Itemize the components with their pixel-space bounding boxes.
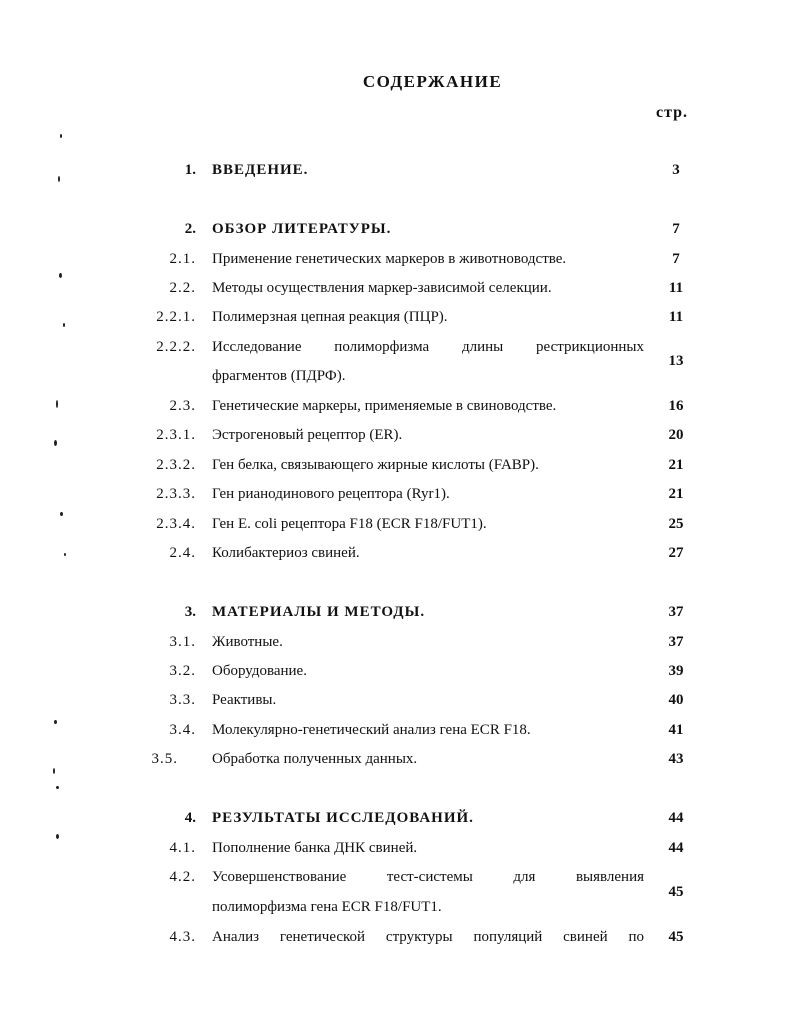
toc-title: Оборудование.	[212, 663, 307, 679]
toc-title: Реактивы.	[212, 692, 277, 708]
toc-title-line1: Исследование полиморфизма длины рестрикционных	[212, 339, 644, 355]
toc-number: 4.3.	[169, 929, 196, 945]
toc-title: Животные.	[212, 634, 283, 650]
toc-number: 2.1.	[169, 251, 196, 267]
toc-page: 39	[668, 663, 684, 679]
toc-page: 21	[668, 486, 684, 502]
page-title: СОДЕРЖАНИЕ	[362, 72, 503, 91]
toc-page: 11	[668, 309, 684, 325]
toc-page: 13	[668, 353, 684, 369]
toc-page: 40	[668, 692, 684, 708]
toc-number: 2.3.2.	[156, 457, 196, 473]
toc-number: 3.3.	[169, 692, 196, 708]
toc-title: МАТЕРИАЛЫ И МЕТОДЫ.	[212, 604, 426, 620]
toc-title: ВВЕДЕНИЕ.	[212, 162, 309, 178]
toc-title-line2: фрагментов (ПДРФ).	[212, 368, 346, 384]
toc-title: Молекулярно-генетический анализ гена ECR F18.	[212, 722, 531, 738]
toc-title: Пополнение банка ДНК свиней.	[212, 840, 418, 856]
toc-title-line2: полиморфизма гена ECR F18/FUT1.	[212, 899, 442, 915]
toc-title-line1: Усовершенствование тест-системы для выявления	[212, 869, 644, 885]
toc-title: Ген белка, связывающего жирные кислоты (FABP).	[212, 457, 539, 473]
toc-title: РЕЗУЛЬТАТЫ ИССЛЕДОВАНИЙ.	[212, 810, 474, 826]
page-column-label: стр.	[656, 104, 689, 121]
toc-number: 2.2.	[169, 280, 196, 296]
toc-page: 45	[668, 884, 684, 900]
toc-title: Обработка полученных данных.	[212, 751, 418, 767]
toc-number: 2.3.	[169, 398, 196, 414]
toc-page: 21	[668, 457, 684, 473]
toc-number: 2.3.1.	[156, 427, 196, 443]
toc-page: 41	[668, 722, 684, 738]
toc-page: 27	[668, 545, 684, 561]
toc-page: 11	[668, 280, 684, 296]
toc-page: 7	[672, 221, 680, 237]
toc-title: Генетические маркеры, применяемые в свиноводстве.	[212, 398, 557, 414]
toc-page: 43	[668, 751, 684, 767]
toc-number: 4.1.	[169, 840, 196, 856]
toc-title: Колибактериоз свиней.	[212, 545, 360, 561]
toc-page: 44	[668, 810, 684, 826]
toc-number: 2.4.	[169, 545, 196, 561]
toc-number: 2.2.2.	[156, 339, 196, 355]
toc-title: Ген E. coli рецептора F18 (ECR F18/FUT1).	[212, 516, 487, 532]
toc-number: 4.	[184, 810, 196, 826]
toc-title: Анализ генетической структуры популяций свиней по	[212, 929, 644, 945]
toc-number: 4.2.	[169, 869, 196, 885]
toc-title: Методы осуществления маркер-зависимой селекции.	[212, 280, 552, 296]
toc-page: 37	[668, 634, 684, 650]
toc-page: 20	[668, 427, 684, 443]
toc-page: 16	[668, 398, 684, 414]
toc-number: 2.3.3.	[156, 486, 196, 502]
toc-page: 3	[672, 162, 680, 178]
toc-number: 3.5.	[151, 751, 178, 767]
toc-page: 45	[668, 929, 684, 945]
toc-number: 3.2.	[169, 663, 196, 679]
toc-title: Применение генетических маркеров в животноводстве.	[212, 251, 567, 267]
toc-number: 3.1.	[169, 634, 196, 650]
toc-number: 3.4.	[169, 722, 196, 738]
toc-page: 37	[668, 604, 684, 620]
toc-number: 2.	[184, 221, 196, 237]
toc-title: Полимерзная цепная реакция (ПЦР).	[212, 309, 448, 325]
toc-page: 25	[668, 516, 684, 532]
toc-title: Ген рианодинового рецептора (Ryr1).	[212, 486, 450, 502]
toc-title: Эстрогеновый рецептор (ER).	[212, 427, 403, 443]
toc-number: 3.	[184, 604, 196, 620]
toc-page: 44	[668, 840, 684, 856]
toc-number: 2.3.4.	[156, 516, 196, 532]
toc-page: 7	[672, 251, 680, 267]
toc-number: 1.	[184, 162, 196, 178]
toc-title: ОБЗОР ЛИТЕРАТУРЫ.	[212, 221, 392, 237]
toc-number: 2.2.1.	[156, 309, 196, 325]
